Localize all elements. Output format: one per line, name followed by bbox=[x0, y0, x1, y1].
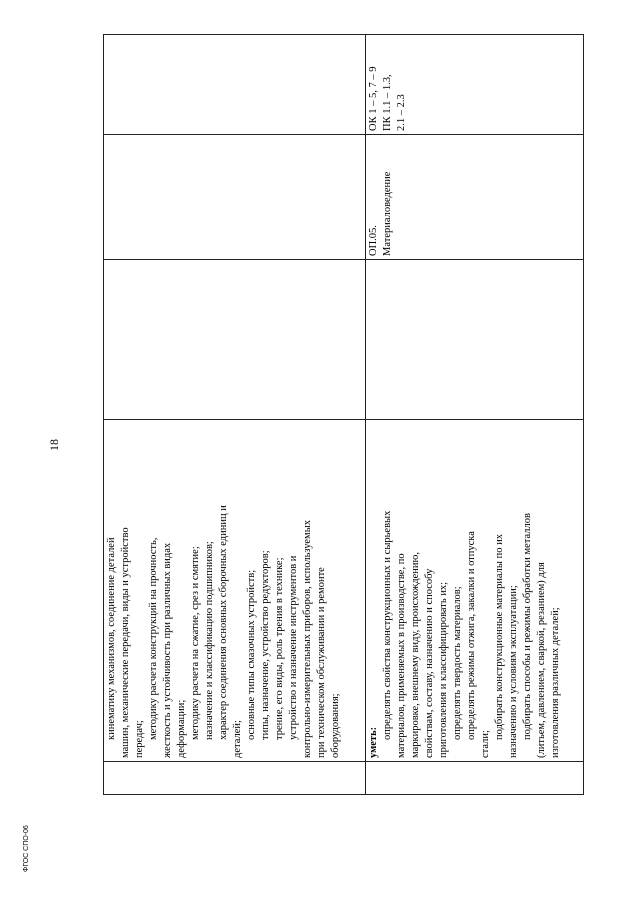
text-line: стали; bbox=[480, 730, 491, 758]
competency-code: 2.1 – 2.3 bbox=[396, 94, 407, 131]
text-line: передач; bbox=[134, 720, 145, 758]
rotated-page-content bbox=[103, 35, 583, 795]
text-line: основные типы смазочных устройств; bbox=[246, 569, 257, 740]
text-line: свойствам, составу, назначению и способу bbox=[424, 568, 435, 758]
row1-knowledge-cell bbox=[104, 420, 366, 762]
table-row bbox=[104, 35, 366, 795]
text-line: материалов, применяемых в производстве, по bbox=[396, 553, 407, 758]
text-line: уметь: bbox=[368, 726, 379, 758]
text-line: методику расчета конструкций на прочность, bbox=[148, 537, 159, 740]
row1-discipline-cell bbox=[104, 135, 366, 260]
curriculum-table bbox=[103, 34, 584, 795]
text-line: при техническом обслуживании и ремонте bbox=[316, 567, 327, 758]
discipline-code: ОП.05. bbox=[368, 225, 379, 256]
text-line: типы, назначение, устройство редукторов; bbox=[260, 550, 271, 740]
text-line: характер соединения основных сборочных единиц и bbox=[218, 505, 229, 740]
text-line: методику расчета на сжатие, срез и смятие; bbox=[190, 546, 201, 740]
text-line: устройство и назначение инструментов и bbox=[288, 555, 299, 740]
text-line: (литьем, давлением, сваркой, резанием) для bbox=[536, 562, 547, 758]
text-line: назначению и условиям эксплуатации; bbox=[508, 585, 519, 758]
competency-code: ПК 1.1 – 1.3, bbox=[382, 74, 393, 131]
text-line: жесткость и устойчивость при различных видах bbox=[162, 542, 173, 758]
row2-index-cell bbox=[366, 762, 584, 795]
row1-competency-cell bbox=[104, 35, 366, 135]
text-line: изготовления различных деталей; bbox=[550, 607, 561, 758]
text-line: приготовления и классифицировать их; bbox=[438, 581, 449, 758]
text-line: определять свойства конструкционных и сырьевых bbox=[382, 510, 393, 740]
text-line: маркировке, внешнему виду, происхождению, bbox=[410, 552, 421, 758]
row1-knowledge-list bbox=[105, 423, 343, 758]
row2-skills-list bbox=[367, 423, 563, 758]
text-line: подбирать способы и режимы обработки металлов bbox=[522, 513, 533, 740]
text-line: трение, его виды, роль трения в технике; bbox=[274, 557, 285, 740]
footer-code: ФГОС СПО-06 bbox=[23, 825, 30, 872]
text-line: оборудования; bbox=[330, 693, 341, 758]
competency-code: ОК 1 – 5, 7 – 9 bbox=[368, 66, 379, 131]
text-line: контрольно-измерительных приборов, используемых bbox=[302, 519, 313, 758]
row2-competency-cell bbox=[366, 35, 584, 135]
row2-skills-cell bbox=[366, 420, 584, 762]
text-line: назначение и классификацию подшипников; bbox=[204, 541, 215, 740]
discipline-name: Материаловедение bbox=[382, 171, 393, 256]
row2-discipline-cell bbox=[366, 135, 584, 260]
text-line: машин, механические передачи, виды и устройство bbox=[120, 527, 131, 758]
row2-hours-cell bbox=[366, 260, 584, 420]
competency-cell-content bbox=[41, 135, 101, 353]
text-line: подбирать конструкционные материалы по их bbox=[494, 534, 505, 740]
text-line: деформации; bbox=[176, 699, 187, 758]
row1-hours-cell bbox=[104, 260, 366, 420]
text-line: определять режимы отжига, закалки и отпуска bbox=[466, 531, 477, 740]
text-line: деталей; bbox=[232, 720, 243, 758]
text-line: кинематику механизмов, соединение деталей bbox=[106, 537, 117, 740]
table-row bbox=[366, 35, 584, 795]
page-number: 18 bbox=[47, 439, 61, 451]
text-line: определять твердость материалов; bbox=[452, 586, 463, 740]
row1-index-cell bbox=[104, 762, 366, 795]
